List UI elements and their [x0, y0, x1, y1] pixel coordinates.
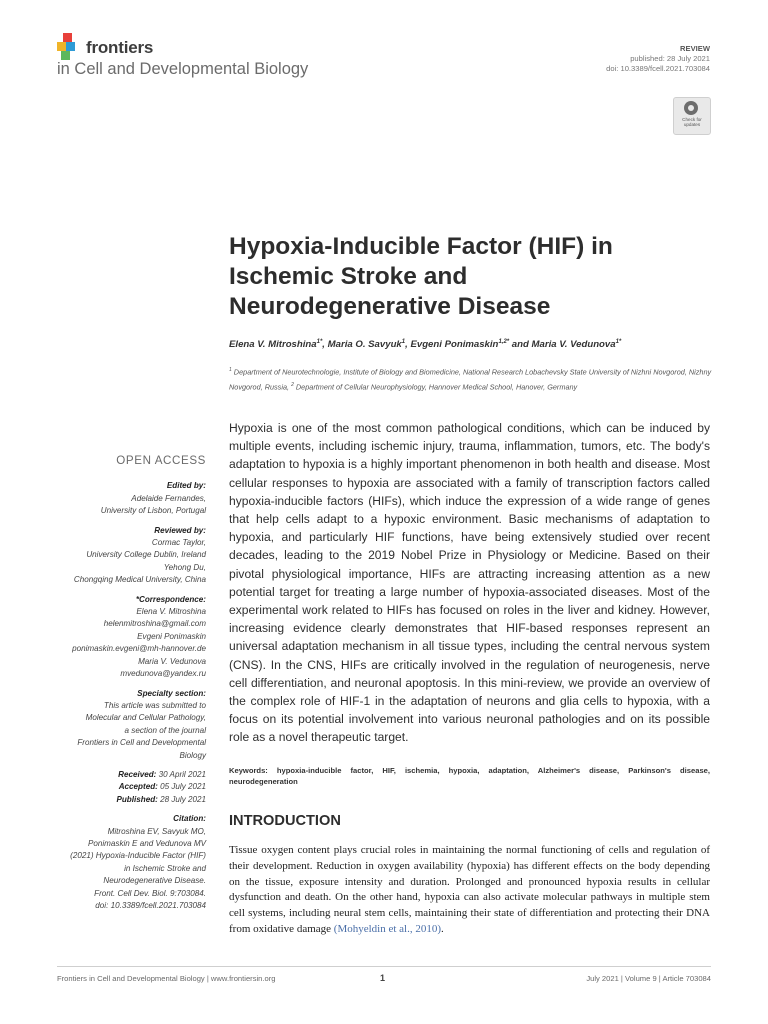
specialty-section-label: Specialty section: — [137, 688, 206, 698]
brand-name[interactable]: frontiers — [86, 38, 154, 57]
article-meta — [606, 44, 710, 74]
section-heading-introduction: INTRODUCTION — [229, 813, 341, 829]
footer-issue-info: July 2021 | Volume 9 | Article 703084 — [586, 974, 711, 983]
reviewer-name: Cormac Taylor, — [151, 538, 206, 548]
check-updates-icon — [684, 101, 698, 115]
corresponding-author: Maria V. Vedunova — [138, 656, 206, 666]
citation-block — [40, 813, 206, 912]
page-number: 1 — [380, 973, 386, 983]
dates-block — [40, 769, 206, 806]
check-updates-label-2: updates — [683, 122, 701, 127]
correspondence-block — [40, 594, 206, 681]
journal-name[interactable]: in Cell and Developmental Biology — [57, 60, 309, 78]
specialty-line: Frontiers in Cell and Developmental — [77, 738, 206, 748]
footer-divider — [57, 966, 711, 967]
reviewer-name: Yehong Du, — [163, 562, 206, 572]
specialty-section-block — [40, 688, 206, 762]
author-name[interactable]: Maria O. Savyuk — [327, 339, 402, 351]
published-date-sidebar: Published: 28 July 2021 — [116, 794, 206, 804]
citation-label: Citation: — [173, 814, 206, 824]
author-affiliation-mark: 1 — [401, 339, 406, 345]
corresponding-author: Evgeni Ponimaskin — [137, 631, 206, 641]
reviewer-affiliation: University College Dublin, Ireland — [86, 550, 206, 560]
citation-line: Mitroshina EV, Savyuk MO, — [107, 826, 206, 836]
reviewer-affiliation: Chongqing Medical University, China — [73, 575, 206, 585]
keywords-list: hypoxia-inducible factor, HIF, ischemia, hypoxia, adaptation, Alzheimer's disease, Parkinson's disease, neurodegeneration — [229, 766, 710, 786]
specialty-line: a section of the journal — [124, 725, 206, 735]
specialty-line: Molecular and Cellular Pathology, — [85, 713, 206, 723]
title-line: Hypoxia-Inducible Factor (HIF) in — [229, 233, 613, 260]
corresponding-email-link[interactable]: ponimaskin.evgeni@mh-hannover.de — [72, 644, 206, 654]
citation-line: in Ischemic Stroke and — [124, 863, 206, 873]
affiliation-1: Department of Neurotechnologie, Institute of Biology and Biomedicine, National Research Lobachevsky State University of Nizhni Novgorod, Nizhny Novgorod, Russia, — [229, 367, 712, 392]
author-list: Elena V. Mitroshina$^{1*}$, Maria O. Savyuk$^1$, Evgeni Ponimaskin$^{1,2*}$ and Maria V. Vedunova$^{1*}$ — [229, 339, 622, 351]
accepted-date: Accepted: 05 July 2021 — [118, 782, 206, 792]
author-affiliation-mark: 1,2* — [498, 339, 510, 345]
article-title — [229, 232, 699, 322]
reviewed-by-block — [40, 525, 206, 587]
specialty-line: Biology — [179, 750, 206, 760]
check-updates-label: Check for — [682, 117, 702, 122]
author-affiliation-mark: 1* — [316, 339, 323, 345]
editor-affiliation: University of Lisbon, Portugal — [100, 506, 206, 516]
received-date: Received: 30 April 2021 — [118, 769, 206, 779]
introduction-paragraph: Tissue oxygen content plays crucial roles in maintaining the normal functioning of cells and regulation of their development. Reduction in oxygen availability (hypoxia) has different effects on the body depending on the tissue, exposure intensity and duration. Prolonged and pronounced hypoxia results in cellular dysfunction and death. On the other hand, hypoxia can also activate molecular pathways in multiple stem cell systems, including neural stem cells, maintaining their state of differentiation and protecting their DNA from oxidative damage (Mohyeldin et al., 2010). — [229, 844, 710, 935]
author-name[interactable]: Maria V. Vedunova — [531, 339, 616, 351]
article-sidebar — [40, 455, 206, 919]
author-name[interactable]: Evgeni Ponimaskin — [410, 339, 499, 351]
keywords-label: Keywords: — [229, 766, 268, 775]
footer-journal-link[interactable]: Frontiers in Cell and Developmental Biology | www.frontiersin.org — [57, 974, 276, 983]
correspondence-label: *Correspondence: — [135, 594, 206, 604]
article-type: REVIEW — [680, 44, 710, 53]
title-line: Neurodegenerative Disease — [229, 293, 551, 320]
corresponding-email-link[interactable]: mvedunova@yandex.ru — [120, 669, 206, 679]
corresponding-author: Elena V. Mitroshina — [136, 607, 206, 617]
edited-by-block — [40, 480, 206, 517]
citation-line: Neurodegenerative Disease. — [103, 876, 206, 886]
doi[interactable]: doi: 10.3389/fcell.2021.703084 — [606, 64, 710, 73]
reviewed-by-label: Reviewed by: — [154, 525, 206, 535]
open-access-label: OPEN ACCESS — [116, 454, 206, 467]
editor-name: Adelaide Fernandes, — [131, 493, 206, 503]
affiliation-2: Department of Cellular Neurophysiology, Hannover Medical School, Hanover, Germany — [293, 382, 578, 392]
author-name[interactable]: Elena V. Mitroshina — [229, 339, 317, 351]
corresponding-email-link[interactable]: helenmitroshina@gmail.com — [103, 619, 206, 629]
affiliations: $^1$ Department of Neurotechnologie, Institute of Biology and Biomedicine, National Research Lobachevsky State University of Nizhni Novgorod, Nizhny Novgorod, Russia, $^2$ Department of Cellular Neurophysiology, Hannover Medical School, Hanover, Germany — [229, 367, 712, 392]
specialty-line: This article was submitted to — [103, 700, 206, 710]
published-date: published: 28 July 2021 — [630, 54, 710, 63]
citation-link[interactable]: (Mohyeldin et al., 2010) — [333, 922, 442, 935]
keywords — [229, 765, 710, 787]
edited-by-label: Edited by: — [166, 481, 206, 491]
abstract: Hypoxia is one of the most common pathological conditions, which can be induced by multiple events, including ischemic injury, trauma, inflammation, tumors, etc. The body's adaptation to hypoxia is a highly important phenomenon in both health and disease. Most cellular responses to hypoxia are associated with a family of transcription factors called hypoxia-inducible factors (HIFs), which induce the expression of a wide range of genes that help cells adapt to a hypoxic environment. Basic mechanisms of adaptation to hypoxia, and particularly HIF functions, have being extensively studied over recent decades, leading to the 2019 Nobel Prize in Physiology or Medicine. Based on their pivotal physiological importance, HIFs are attracting increasing attention as a new potential target for treating a large number of hypoxia-associated diseases. Most of the experimental work related to HIFs has focused on roles in the liver and kidney. However, increasing evidence clearly demonstrates that HIF-based responses represent an universal adaptation mechanism in all tissue types, including the central nervous system (CNS). In the CNS, HIFs are critically involved in the regulation of neurogenesis, nerve cell differentiation, and neuronal apoptosis. In this mini-review, we provide an overview of the complex role of HIF-1 in the adaptation of neurons and glia cells to hypoxia, with a focus on its potential involvement into various neuronal pathologies and on its possible role as a novel therapeutic target. — [229, 421, 710, 745]
check-for-updates-button[interactable] — [673, 97, 711, 135]
frontiers-logo-icon — [57, 33, 81, 61]
citation-line: (2021) Hypoxia-Inducible Factor (HIF) — [70, 851, 206, 861]
title-line: Ischemic Stroke and — [229, 263, 468, 290]
citation-line: Ponimaskin E and Vedunova MV — [87, 838, 206, 848]
citation-doi-link[interactable]: doi: 10.3389/fcell.2021.703084 — [95, 901, 206, 910]
author-affiliation-mark: 1* — [615, 339, 622, 345]
citation-line: Front. Cell Dev. Biol. 9:703084. — [94, 888, 206, 898]
